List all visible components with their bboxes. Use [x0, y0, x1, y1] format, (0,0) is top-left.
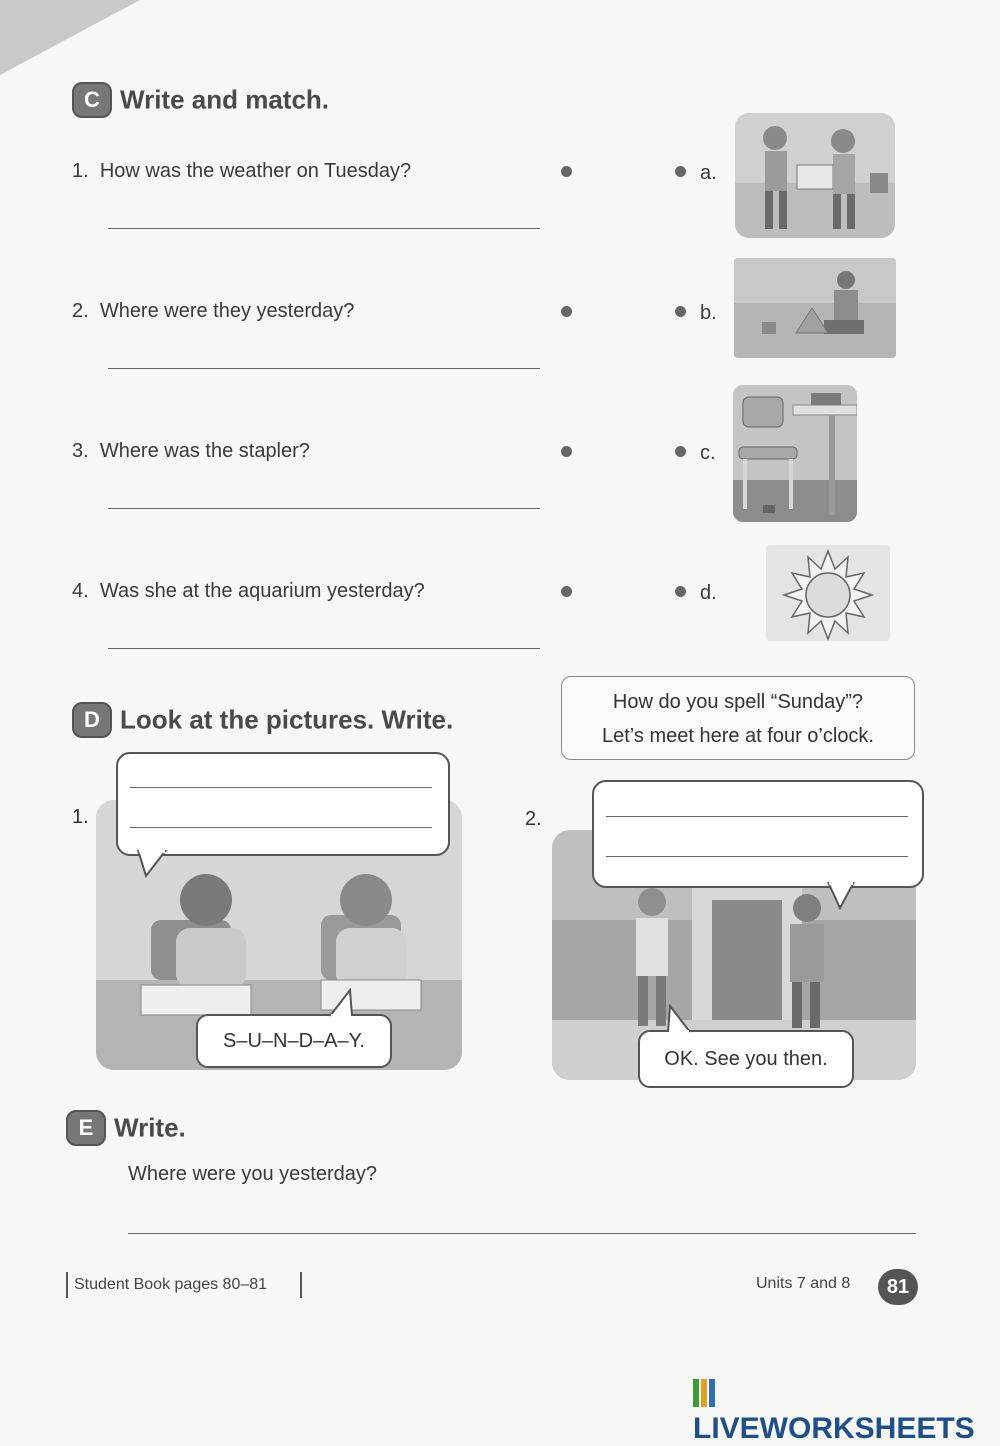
girl-at-beach-picture	[734, 258, 896, 358]
option-c-label: c.	[700, 442, 716, 464]
section-e-question: Where were you yesterday?	[128, 1163, 378, 1185]
picture-1-answer-line-1[interactable]	[130, 787, 432, 788]
picture-1-reply-tail	[326, 988, 356, 1018]
section-e-answer-line[interactable]	[128, 1233, 916, 1234]
match-dot-option-d[interactable]	[675, 586, 686, 597]
section-c-badge: C	[72, 82, 112, 118]
option-c-picture	[733, 385, 857, 522]
answer-line-1[interactable]	[108, 228, 540, 229]
answer-line-4[interactable]	[108, 648, 540, 649]
section-c-heading: Write and match.	[120, 84, 330, 115]
picture-2-bubble-tail	[820, 882, 860, 912]
liveworksheets-logo-text: LIVEWORKSHEETS	[693, 1412, 975, 1445]
option-b-picture	[734, 258, 896, 358]
page-corner-shade	[0, 0, 140, 75]
match-dot-option-a[interactable]	[675, 166, 686, 177]
question-3-text: Where was the stapler?	[99, 440, 310, 462]
option-d-picture	[766, 545, 890, 641]
sun-icon	[766, 545, 890, 641]
question-4	[72, 580, 425, 603]
match-dot-question-3[interactable]	[561, 446, 572, 457]
question-2-number: 2.	[72, 300, 89, 322]
answer-line-2[interactable]	[108, 368, 540, 369]
question-3	[72, 440, 310, 463]
question-1-number: 1.	[72, 160, 89, 182]
section-e-badge: E	[66, 1110, 106, 1146]
match-dot-question-2[interactable]	[561, 306, 572, 317]
question-4-text: Was she at the aquarium yesterday?	[99, 580, 425, 602]
question-1	[72, 160, 411, 183]
phrase-1: How do you spell “Sunday”?	[612, 691, 864, 713]
match-dot-option-b[interactable]	[675, 306, 686, 317]
picture-2-number: 2.	[525, 808, 542, 830]
question-2	[72, 300, 354, 323]
units-label: Units 7 and 8	[756, 1275, 851, 1292]
phrase-bank	[561, 676, 915, 760]
question-3-number: 3.	[72, 440, 89, 462]
children-with-toys-picture	[735, 113, 895, 238]
picture-1-bubble-tail	[136, 850, 176, 880]
liveworksheets-logo	[693, 1378, 1000, 1446]
option-d-label: d.	[700, 582, 717, 604]
option-a-label: a.	[700, 162, 717, 184]
picture-2-speech-bubble	[592, 780, 924, 888]
match-dot-question-4[interactable]	[561, 586, 572, 597]
section-e-heading: Write.	[114, 1112, 186, 1143]
section-e-title	[66, 1110, 186, 1146]
chair-and-desk-picture	[733, 385, 857, 522]
phrase-2: Let’s meet here at four o’clock.	[602, 725, 874, 747]
book-reference: Student Book pages 80–81	[66, 1272, 302, 1298]
question-4-number: 4.	[72, 580, 89, 602]
match-dot-question-1[interactable]	[561, 166, 572, 177]
picture-2-reply-bubble: OK. See you then.	[638, 1030, 854, 1088]
picture-1-answer-line-2[interactable]	[130, 827, 432, 828]
picture-1-reply-bubble: S–U–N–D–A–Y.	[196, 1014, 392, 1068]
answer-line-3[interactable]	[108, 508, 540, 509]
picture-1-speech-bubble	[116, 752, 450, 856]
picture-2-answer-line-1[interactable]	[606, 816, 908, 817]
question-1-text: How was the weather on Tuesday?	[99, 160, 412, 182]
picture-2-reply-tail	[664, 1004, 694, 1034]
page-number: 81	[878, 1269, 918, 1305]
liveworksheets-logo-mark-icon	[693, 1379, 715, 1407]
section-d-heading: Look at the pictures. Write.	[120, 704, 454, 735]
match-dot-option-c[interactable]	[675, 446, 686, 457]
section-d-badge: D	[72, 702, 112, 738]
section-d-title	[72, 702, 453, 738]
question-2-text: Where were they yesterday?	[99, 300, 355, 322]
picture-1-number: 1.	[72, 806, 89, 828]
section-c-title	[72, 82, 329, 118]
option-b-label: b.	[700, 302, 717, 324]
option-a-picture	[735, 113, 895, 238]
picture-2-answer-line-2[interactable]	[606, 856, 908, 857]
